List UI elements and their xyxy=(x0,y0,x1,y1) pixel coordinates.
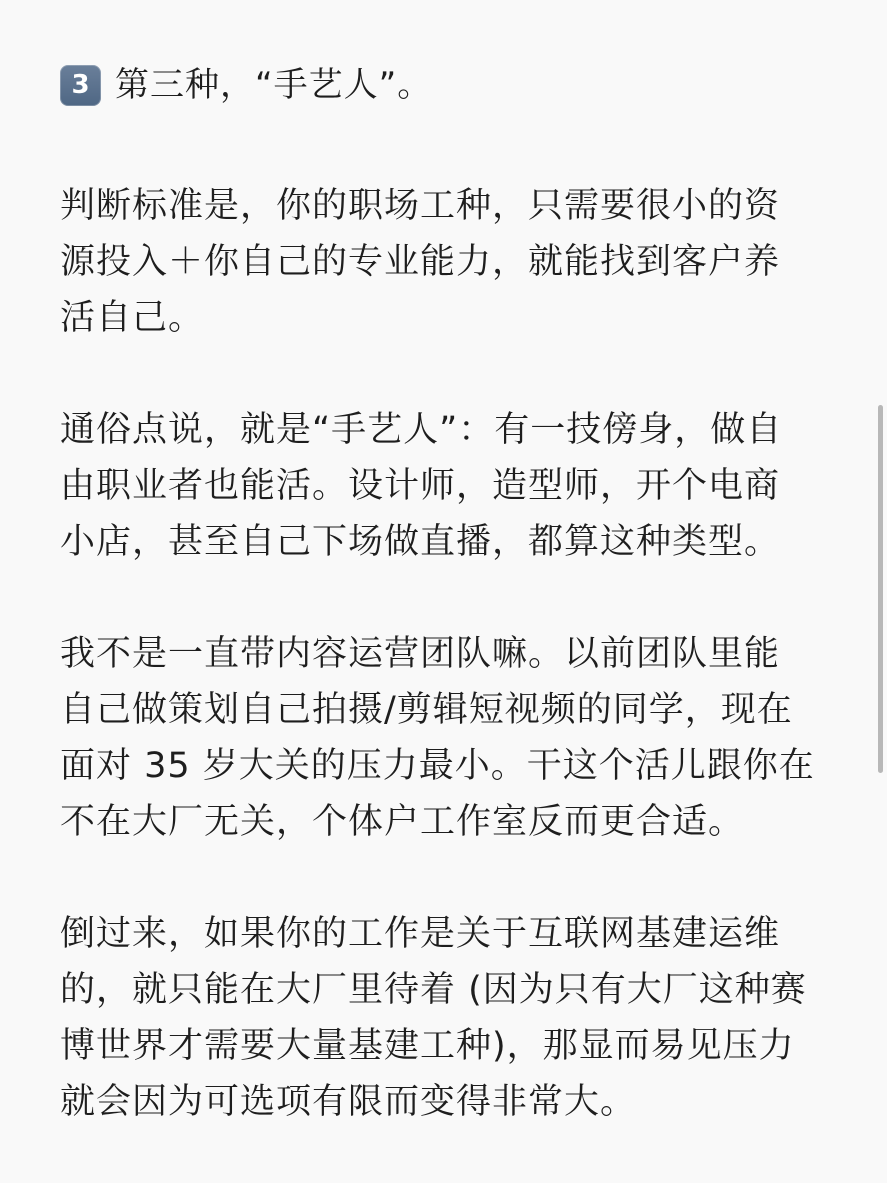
text-line: 判断标准是，你的职场工种，只需要很小的资 xyxy=(60,186,781,226)
text-line: 面对 35 岁大关的压力最小。干这个活儿跟你在 xyxy=(60,746,815,786)
text-line: 就会因为可选项有限而变得非常大。 xyxy=(60,1082,637,1122)
paragraph-explanation xyxy=(60,402,828,570)
heading-title: 第三种，“手艺人”。 xyxy=(115,65,433,105)
paragraph-criteria xyxy=(60,178,828,346)
text-line: 倒过来，如果你的工作是关于互联网基建运维 xyxy=(60,914,781,954)
text-line: 博世界才需要大量基建工种)，那显而易见压力 xyxy=(60,1026,795,1066)
text-line: 不在大厂无关，个体户工作室反而更合适。 xyxy=(60,802,745,842)
text-line: 小店，甚至自己下场做直播，都算这种类型。 xyxy=(60,522,781,562)
vertical-scrollbar[interactable] xyxy=(878,405,883,773)
keycap-3-icon: 3 xyxy=(60,65,101,106)
section-heading xyxy=(60,60,827,110)
paragraph-counterexample xyxy=(60,906,828,1130)
text-line: 通俗点说，就是“手艺人”：有一技傍身，做自 xyxy=(60,410,783,450)
text-line: 源投入＋你自己的专业能力，就能找到客户养 xyxy=(60,242,781,282)
text-line: 由职业者也能活。设计师，造型师，开个电商 xyxy=(60,466,781,506)
paragraph-experience xyxy=(60,626,828,850)
text-line: 我不是一直带内容运营团队嘛。以前团队里能 xyxy=(60,634,781,674)
text-line: 自己做策划自己拍摄/剪辑短视频的同学，现在 xyxy=(60,690,793,730)
text-line: 的，就只能在大厂里待着 (因为只有大厂这种赛 xyxy=(60,970,807,1010)
text-line: 活自己。 xyxy=(60,298,205,338)
